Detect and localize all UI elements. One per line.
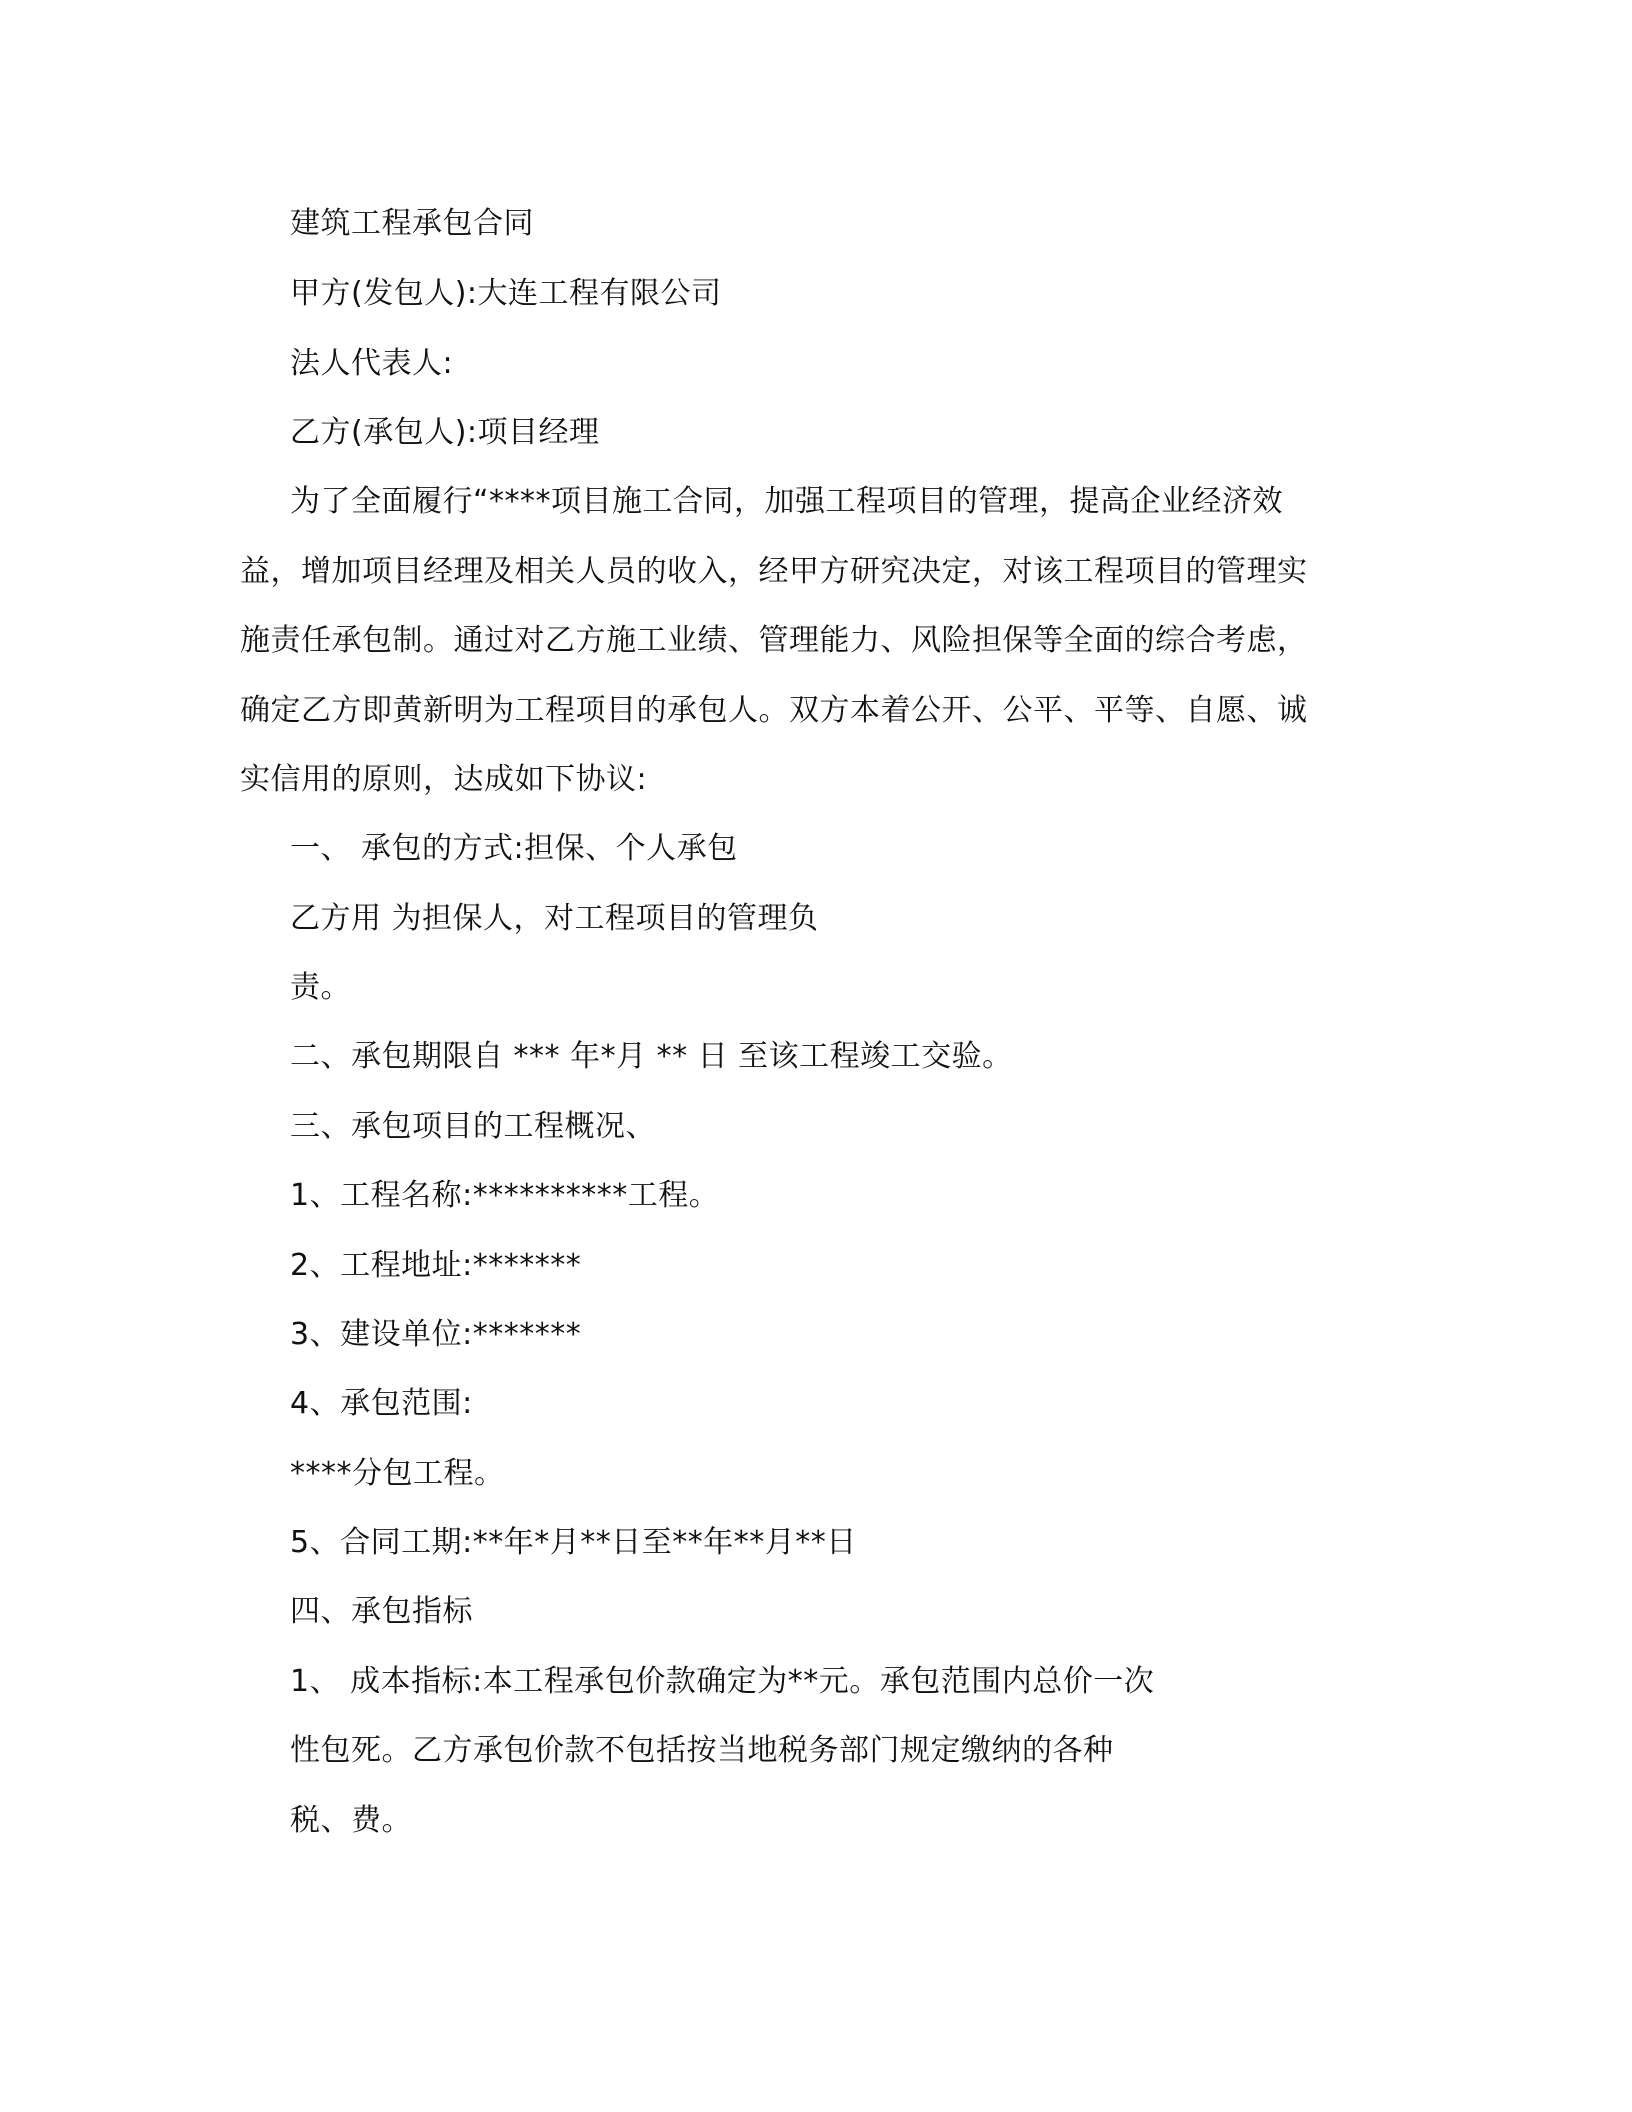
section-1-body-line-1: 乙方用 为担保人，对工程项目的管理负 [290, 901, 819, 936]
section-3-item-3: 3、建设单位:******* [290, 1317, 582, 1352]
party-a: 甲方(发包人):大连工程有限公司 [290, 276, 722, 311]
preamble-line-4: 确定乙方即黄新明为工程项目的承包人。双方本着公开、公平、平等、自愿、诚 [240, 693, 1308, 728]
section-3-item-1: 1、工程名称:**********工程。 [290, 1178, 720, 1213]
document-title: 建筑工程承包合同 [290, 206, 534, 241]
preamble-line-3: 施责任承包制。通过对乙方施工业绩、管理能力、风险担保等全面的综合考虑， [240, 623, 1308, 658]
section-3-item-5: 5、合同工期:**年*月**日至**年**月**日 [290, 1525, 857, 1560]
section-3-item-4-detail: ****分包工程。 [290, 1456, 505, 1491]
section-1-heading: 一、 承包的方式:担保、个人承包 [290, 831, 738, 866]
section-4-item-1-line-3: 税、费。 [290, 1803, 412, 1838]
legal-representative: 法人代表人: [290, 346, 454, 381]
section-1-body-line-2: 责。 [290, 970, 351, 1005]
section-4-item-1-line-2: 性包死。乙方承包价款不包括按当地税务部门规定缴纳的各种 [290, 1733, 1114, 1768]
section-3-item-2: 2、工程地址:******* [290, 1248, 582, 1283]
preamble-line-5: 实信用的原则，达成如下协议: [240, 762, 648, 797]
section-4-heading: 四、承包指标 [290, 1594, 473, 1629]
preamble-line-1: 为了全面履行“****项目施工合同，加强工程项目的管理，提高企业经济效 [290, 484, 1284, 519]
section-4-item-1-line-1: 1、 成本指标:本工程承包价款确定为**元。承包范围内总价一次 [290, 1664, 1155, 1699]
party-b: 乙方(承包人):项目经理 [290, 415, 600, 450]
preamble-line-2: 益，增加项目经理及相关人员的收入，经甲方研究决定，对该工程项目的管理实 [240, 554, 1308, 589]
section-3-item-4: 4、承包范围: [290, 1386, 473, 1421]
section-2-heading: 二、承包期限自 *** 年*月 ** 日 至该工程竣工交验。 [290, 1039, 1013, 1074]
section-3-heading: 三、承包项目的工程概况、 [290, 1109, 656, 1144]
